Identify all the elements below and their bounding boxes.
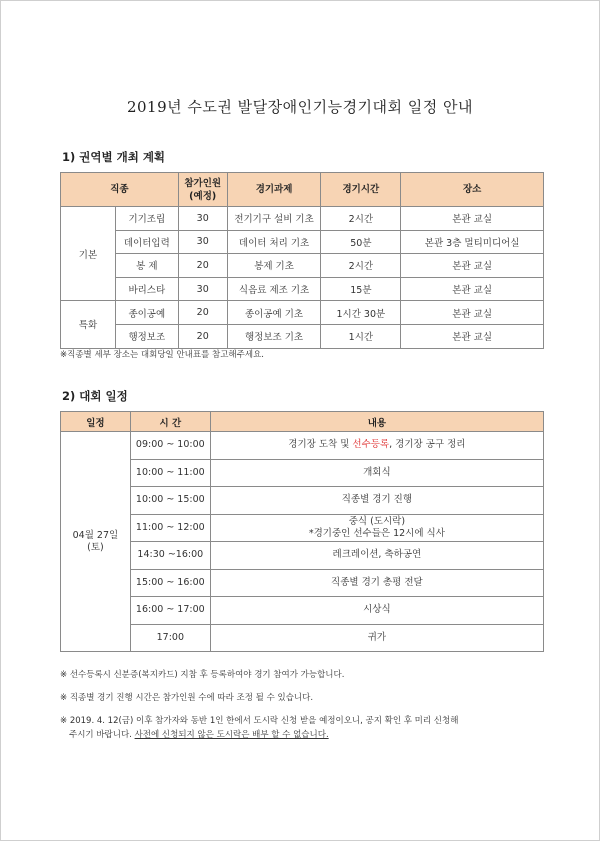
content-cell: 직종별 경기 총평 전달 [210, 569, 543, 597]
count-cell: 30 [178, 207, 227, 231]
count-cell: 20 [178, 254, 227, 278]
header-place: 장소 [401, 173, 544, 207]
group-basic: 기본 [61, 207, 116, 301]
time-cell: 2시간 [321, 207, 401, 231]
table-row [61, 569, 544, 597]
time-cell: 1시간 [321, 324, 401, 348]
count-cell: 30 [178, 277, 227, 301]
job-cell: 행정보조 [115, 324, 178, 348]
lunch-warning: 사전에 신청되지 않은 도시락은 배부 할 수 없습니다. [134, 730, 329, 740]
content-cell: 중식 (도시락) *경기중인 선수들은 12시에 식사 [210, 514, 543, 542]
count-cell: 20 [178, 301, 227, 325]
table-row [61, 487, 544, 515]
time-cell: 50분 [321, 230, 401, 254]
header-content: 내용 [210, 412, 543, 432]
place-cell: 본관 교실 [401, 254, 544, 278]
place-cell: 본관 교실 [401, 207, 544, 231]
table-row [61, 324, 544, 348]
schedule-notes [60, 668, 540, 751]
time-cell: 16:00 ~ 17:00 [130, 597, 210, 625]
task-cell: 종이공예 기초 [227, 301, 321, 325]
note-lunch: ※ 2019. 4. 12(금) 이후 참가자와 동반 1인 한에서 도시락 신청 받을 예정이오니, 공지 확인 후 미리 신청해 주시기 바랍니다. 사전에 신청되지 않은 도시락은 배부 할 수 없습니다. [60, 716, 459, 740]
job-cell: 기기조립 [115, 207, 178, 231]
event-date: 04월 27일 (토) [61, 432, 131, 652]
task-cell: 행정보조 기초 [227, 324, 321, 348]
section-1-heading: 1) 권역별 개최 계획 [62, 150, 166, 164]
header-time: 시 간 [130, 412, 210, 432]
time-cell: 11:00 ~ 12:00 [130, 514, 210, 542]
table-row [61, 230, 544, 254]
time-cell: 10:00 ~ 11:00 [130, 459, 210, 487]
venue-note: ※직종별 세부 장소는 대회당일 안내표를 참고해주세요. [60, 350, 264, 360]
table-row [61, 432, 544, 460]
table-header-row [61, 173, 544, 207]
table-row [61, 277, 544, 301]
time-cell: 2시간 [321, 254, 401, 278]
header-task: 경기과제 [227, 173, 321, 207]
time-cell: 10:00 ~ 15:00 [130, 487, 210, 515]
regional-plan-table [60, 172, 544, 349]
table-row [61, 597, 544, 625]
section-2-heading: 2) 대회 일정 [62, 389, 128, 403]
time-cell: 14:30 ~16:00 [130, 542, 210, 570]
page-title: 2019년 수도권 발달장애인기능경기대회 일정 안내 [126, 98, 474, 116]
table-row [61, 301, 544, 325]
task-cell: 전기기구 설비 기초 [227, 207, 321, 231]
time-cell: 09:00 ~ 10:00 [130, 432, 210, 460]
table-row [61, 254, 544, 278]
content-cell: 직종별 경기 진행 [210, 487, 543, 515]
time-cell: 1시간 30분 [321, 301, 401, 325]
time-cell: 15:00 ~ 16:00 [130, 569, 210, 597]
header-category: 직종 [61, 173, 179, 207]
job-cell: 봉 제 [115, 254, 178, 278]
place-cell: 본관 3층 멀티미디어실 [401, 230, 544, 254]
task-cell: 데이터 처리 기초 [227, 230, 321, 254]
note-time-adjust: ※ 직종별 경기 진행 시간은 참가인원 수에 따라 조정 될 수 있습니다. [60, 693, 314, 703]
header-time: 경기시간 [321, 173, 401, 207]
place-cell: 본관 교실 [401, 324, 544, 348]
content-cell: 레크레이션, 축하공연 [210, 542, 543, 570]
header-participants: 참가인원 (예정) [178, 173, 227, 207]
job-cell: 바리스타 [115, 277, 178, 301]
content-cell: 경기장 도착 및 선수등록, 경기장 공구 정리 [210, 432, 543, 460]
table-row [61, 459, 544, 487]
group-special: 특화 [61, 301, 116, 348]
table-row [61, 624, 544, 652]
count-cell: 30 [178, 230, 227, 254]
place-cell: 본관 교실 [401, 277, 544, 301]
table-header-row [61, 412, 544, 432]
place-cell: 본관 교실 [401, 301, 544, 325]
task-cell: 봉제 기초 [227, 254, 321, 278]
task-cell: 식음료 제조 기초 [227, 277, 321, 301]
content-cell: 시상식 [210, 597, 543, 625]
note-registration: ※ 선수등록시 신분증(복지카드) 지참 후 등록하여야 경기 참여가 가능합니다. [60, 670, 345, 680]
header-date: 일정 [61, 412, 131, 432]
job-cell: 종이공예 [115, 301, 178, 325]
content-cell: 귀가 [210, 624, 543, 652]
content-cell: 개회식 [210, 459, 543, 487]
job-cell: 데이터입력 [115, 230, 178, 254]
table-row [61, 514, 544, 542]
table-row [61, 542, 544, 570]
schedule-table [60, 411, 544, 652]
table-row [61, 207, 544, 231]
highlight-text: 선수등록 [352, 439, 390, 451]
time-cell: 17:00 [130, 624, 210, 652]
count-cell: 20 [178, 324, 227, 348]
time-cell: 15분 [321, 277, 401, 301]
